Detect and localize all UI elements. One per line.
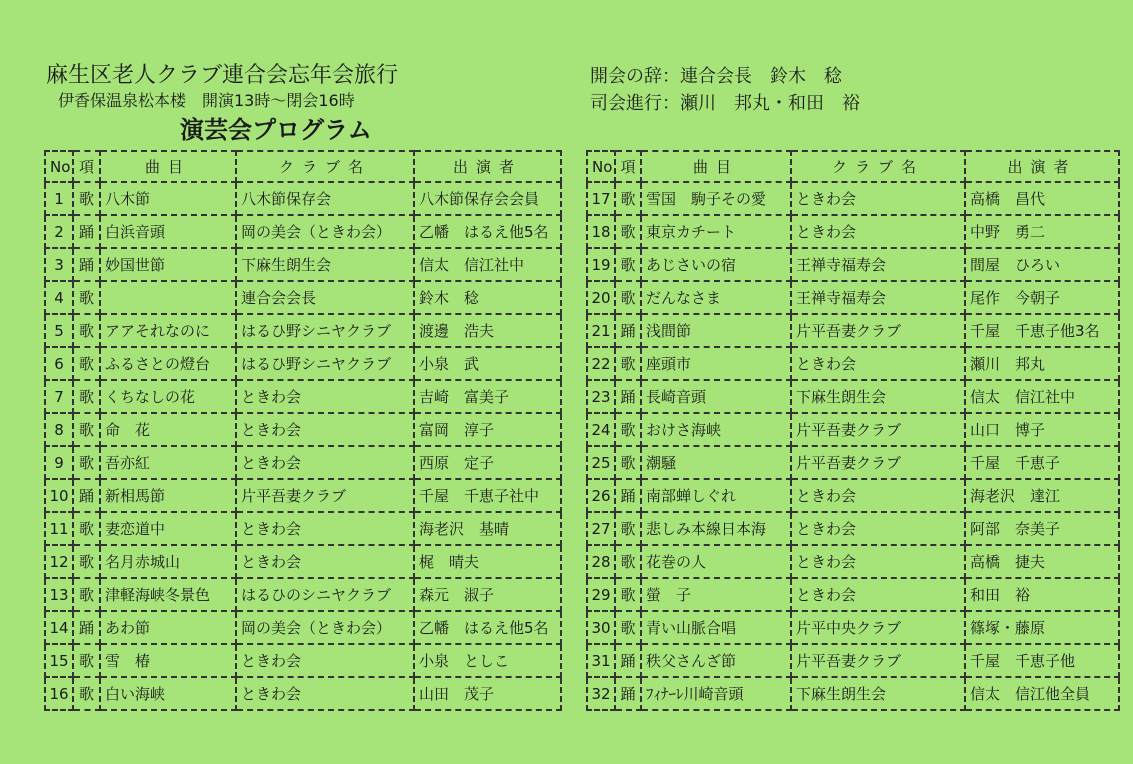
performer-name: 信太 信江社中 (414, 248, 561, 281)
club-name: 岡の美会（ときわ会） (236, 611, 414, 644)
performer-name: 尾作 今朝子 (965, 281, 1119, 314)
song-title: 東京カチート (641, 215, 791, 248)
item-number: 13 (45, 578, 73, 611)
performer-name: 信太 信江社中 (965, 380, 1119, 413)
item-kind: 踊 (73, 611, 100, 644)
item-kind: 歌 (73, 182, 100, 215)
table-row (587, 248, 1119, 281)
item-kind: 歌 (73, 380, 100, 413)
performer-name: 瀬川 邦丸 (965, 347, 1119, 380)
performer-name: 中野 勇二 (965, 215, 1119, 248)
song-title: 白い海峡 (100, 677, 236, 710)
song-title: くちなしの花 (100, 380, 236, 413)
song-title: 妙国世節 (100, 248, 236, 281)
col-header-no: No (45, 151, 73, 182)
col-header-club: クラブ名 (236, 151, 414, 182)
song-title: 螢 子 (641, 578, 791, 611)
venue-info: 伊香保温泉松本楼 開演13時〜閉会16時 (58, 91, 355, 110)
club-name: 片平吾妻クラブ (791, 413, 965, 446)
performer-name: 乙幡 はるえ他5名 (414, 215, 561, 248)
item-kind: 踊 (615, 677, 641, 710)
item-number: 24 (587, 413, 615, 446)
col-header-performer: 出演者 (414, 151, 561, 182)
col-header-kind: 項 (615, 151, 641, 182)
song-title: 花巻の人 (641, 545, 791, 578)
table-row (587, 281, 1119, 314)
item-number: 12 (45, 545, 73, 578)
club-name: 下麻生朗生会 (791, 380, 965, 413)
club-name: ときわ会 (791, 479, 965, 512)
item-kind: 踊 (615, 479, 641, 512)
item-number: 27 (587, 512, 615, 545)
club-name: 下麻生朗生会 (791, 677, 965, 710)
table-row (45, 446, 561, 479)
song-title: あわ節 (100, 611, 236, 644)
item-kind: 歌 (615, 611, 641, 644)
club-name: 片平吾妻クラブ (236, 479, 414, 512)
item-kind: 歌 (615, 347, 641, 380)
table-row (587, 611, 1119, 644)
table-row (587, 380, 1119, 413)
document-title: 麻生区老人クラブ連合会忘年会旅行 (46, 63, 399, 88)
item-number: 26 (587, 479, 615, 512)
col-header-club: クラブ名 (791, 151, 965, 182)
table-row (45, 611, 561, 644)
performer-name: 海老沢 達江 (965, 479, 1119, 512)
item-kind: 歌 (615, 413, 641, 446)
club-name: ときわ会 (236, 677, 414, 710)
performer-name: 西原 定子 (414, 446, 561, 479)
item-kind: 歌 (73, 347, 100, 380)
table-row (587, 512, 1119, 545)
item-number: 8 (45, 413, 73, 446)
performer-name: 渡邊 浩夫 (414, 314, 561, 347)
club-name: ときわ会 (236, 413, 414, 446)
item-number: 10 (45, 479, 73, 512)
club-name: ときわ会 (791, 578, 965, 611)
program-table-right (586, 150, 1120, 711)
performer-name: 海老沢 基晴 (414, 512, 561, 545)
item-kind: 歌 (615, 446, 641, 479)
col-header-song: 曲目 (100, 151, 236, 182)
club-name: ときわ会 (236, 644, 414, 677)
table-row (45, 512, 561, 545)
table-row (45, 545, 561, 578)
item-kind: 踊 (615, 644, 641, 677)
table-row (45, 182, 561, 215)
program-title: 演芸会プログラム (180, 115, 372, 144)
performer-name: 山田 茂子 (414, 677, 561, 710)
performer-name: 千屋 千恵子社中 (414, 479, 561, 512)
club-name: 連合会会長 (236, 281, 414, 314)
item-number: 2 (45, 215, 73, 248)
performer-name: 篠塚・藤原 (965, 611, 1119, 644)
performer-name: 千屋 千恵子 (965, 446, 1119, 479)
song-title: 秩父さんざ節 (641, 644, 791, 677)
club-name: 下麻生朗生会 (236, 248, 414, 281)
item-number: 30 (587, 611, 615, 644)
item-number: 23 (587, 380, 615, 413)
club-name: 片平吾妻クラブ (791, 446, 965, 479)
item-number: 29 (587, 578, 615, 611)
item-number: 4 (45, 281, 73, 314)
item-number: 25 (587, 446, 615, 479)
item-kind: 歌 (615, 512, 641, 545)
item-kind: 踊 (73, 215, 100, 248)
club-name: はるひ野シニヤクラブ (236, 347, 414, 380)
club-name: ときわ会 (791, 512, 965, 545)
table-row (587, 578, 1119, 611)
song-title: アアそれなのに (100, 314, 236, 347)
song-title: 妻恋道中 (100, 512, 236, 545)
table-row (45, 380, 561, 413)
song-title: 吾亦紅 (100, 446, 236, 479)
song-title: 白浜音頭 (100, 215, 236, 248)
item-number: 15 (45, 644, 73, 677)
performer-name: 間屋 ひろい (965, 248, 1119, 281)
club-name: ときわ会 (236, 446, 414, 479)
song-title: 浅間節 (641, 314, 791, 347)
program-table-left (44, 150, 562, 711)
performer-name: 鈴木 稔 (414, 281, 561, 314)
performer-name: 小泉 武 (414, 347, 561, 380)
performer-name: 森元 淑子 (414, 578, 561, 611)
performer-name: 八木節保存会会員 (414, 182, 561, 215)
performer-name: 千屋 千恵子他3名 (965, 314, 1119, 347)
table-row (45, 644, 561, 677)
table-row (45, 215, 561, 248)
item-kind: 歌 (73, 446, 100, 479)
item-kind: 歌 (73, 644, 100, 677)
item-number: 28 (587, 545, 615, 578)
club-name: ときわ会 (791, 545, 965, 578)
item-kind: 歌 (615, 578, 641, 611)
performer-name: 吉崎 富美子 (414, 380, 561, 413)
club-name: 八木節保存会 (236, 182, 414, 215)
item-kind: 踊 (73, 248, 100, 281)
performer-name: 山口 博子 (965, 413, 1119, 446)
item-kind: 歌 (615, 248, 641, 281)
song-title: ﾌｨﾅｰﾚ川崎音頭 (641, 677, 791, 710)
item-kind: 歌 (73, 413, 100, 446)
club-name: ときわ会 (236, 512, 414, 545)
item-number: 6 (45, 347, 73, 380)
performer-name: 高橋 捷夫 (965, 545, 1119, 578)
col-header-song: 曲目 (641, 151, 791, 182)
performer-name: 千屋 千恵子他 (965, 644, 1119, 677)
item-kind: 踊 (73, 479, 100, 512)
club-name: 片平吾妻クラブ (791, 644, 965, 677)
song-title: 八木節 (100, 182, 236, 215)
col-header-no: No (587, 151, 615, 182)
master-of-ceremonies: 司会進行：瀬川 邦丸・和田 裕 (590, 93, 860, 114)
item-number: 19 (587, 248, 615, 281)
table-row (45, 314, 561, 347)
item-number: 5 (45, 314, 73, 347)
table-row (45, 578, 561, 611)
item-kind: 踊 (615, 380, 641, 413)
club-name: ときわ会 (236, 380, 414, 413)
table-row (587, 479, 1119, 512)
item-kind: 踊 (615, 314, 641, 347)
item-number: 1 (45, 182, 73, 215)
club-name: 岡の美会（ときわ会） (236, 215, 414, 248)
song-title: 新相馬節 (100, 479, 236, 512)
table-row (45, 248, 561, 281)
song-title: 長崎音頭 (641, 380, 791, 413)
col-header-kind: 項 (73, 151, 100, 182)
item-number: 14 (45, 611, 73, 644)
item-kind: 歌 (73, 512, 100, 545)
item-kind: 歌 (73, 314, 100, 347)
table-row (587, 314, 1119, 347)
song-title: 雪 椿 (100, 644, 236, 677)
table-row (587, 644, 1119, 677)
performer-name: 和田 裕 (965, 578, 1119, 611)
performer-name: 阿部 奈美子 (965, 512, 1119, 545)
table-row (587, 182, 1119, 215)
performer-name: 富岡 淳子 (414, 413, 561, 446)
club-name: はるひのシニヤクラブ (236, 578, 414, 611)
club-name: 片平中央クラブ (791, 611, 965, 644)
performer-name: 梶 晴夫 (414, 545, 561, 578)
song-title: 津軽海峡冬景色 (100, 578, 236, 611)
song-title: だんなさま (641, 281, 791, 314)
item-number: 11 (45, 512, 73, 545)
club-name: ときわ会 (791, 215, 965, 248)
table-row (45, 347, 561, 380)
club-name: 王禅寺福寿会 (791, 248, 965, 281)
table-row (45, 479, 561, 512)
performer-name: 信太 信江他全員 (965, 677, 1119, 710)
item-kind: 歌 (73, 545, 100, 578)
song-title: あじさいの宿 (641, 248, 791, 281)
item-number: 9 (45, 446, 73, 479)
table-row (587, 545, 1119, 578)
item-kind: 歌 (73, 677, 100, 710)
table-row (587, 413, 1119, 446)
song-title: 南部蝉しぐれ (641, 479, 791, 512)
song-title: 座頭市 (641, 347, 791, 380)
club-name: ときわ会 (791, 347, 965, 380)
item-kind: 歌 (73, 281, 100, 314)
item-number: 18 (587, 215, 615, 248)
item-number: 31 (587, 644, 615, 677)
item-number: 32 (587, 677, 615, 710)
item-number: 20 (587, 281, 615, 314)
performer-name: 小泉 としこ (414, 644, 561, 677)
song-title: 名月赤城山 (100, 545, 236, 578)
club-name: 王禅寺福寿会 (791, 281, 965, 314)
song-title: 潮騒 (641, 446, 791, 479)
club-name: はるひ野シニヤクラブ (236, 314, 414, 347)
item-number: 3 (45, 248, 73, 281)
club-name: ときわ会 (236, 545, 414, 578)
opening-address: 開会の辞：連合会長 鈴木 稔 (590, 66, 842, 87)
item-number: 21 (587, 314, 615, 347)
item-number: 22 (587, 347, 615, 380)
song-title (100, 281, 236, 314)
table-row (45, 281, 561, 314)
table-row (587, 677, 1119, 710)
item-kind: 歌 (615, 215, 641, 248)
item-kind: 歌 (615, 182, 641, 215)
song-title: おけさ海峡 (641, 413, 791, 446)
song-title: 雪国 駒子その愛 (641, 182, 791, 215)
table-row (587, 347, 1119, 380)
table-header-row (45, 151, 561, 182)
performer-name: 乙幡 はるえ他5名 (414, 611, 561, 644)
item-number: 7 (45, 380, 73, 413)
club-name: ときわ会 (791, 182, 965, 215)
club-name: 片平吾妻クラブ (791, 314, 965, 347)
item-kind: 歌 (615, 281, 641, 314)
item-number: 16 (45, 677, 73, 710)
col-header-performer: 出演者 (965, 151, 1119, 182)
performer-name: 高橋 昌代 (965, 182, 1119, 215)
song-title: 命 花 (100, 413, 236, 446)
table-row (587, 215, 1119, 248)
table-row (45, 413, 561, 446)
table-row (45, 677, 561, 710)
item-kind: 歌 (615, 545, 641, 578)
table-header-row (587, 151, 1119, 182)
item-number: 17 (587, 182, 615, 215)
item-kind: 歌 (73, 578, 100, 611)
song-title: 青い山脈合唱 (641, 611, 791, 644)
table-row (587, 446, 1119, 479)
song-title: 悲しみ本線日本海 (641, 512, 791, 545)
song-title: ふるさとの燈台 (100, 347, 236, 380)
